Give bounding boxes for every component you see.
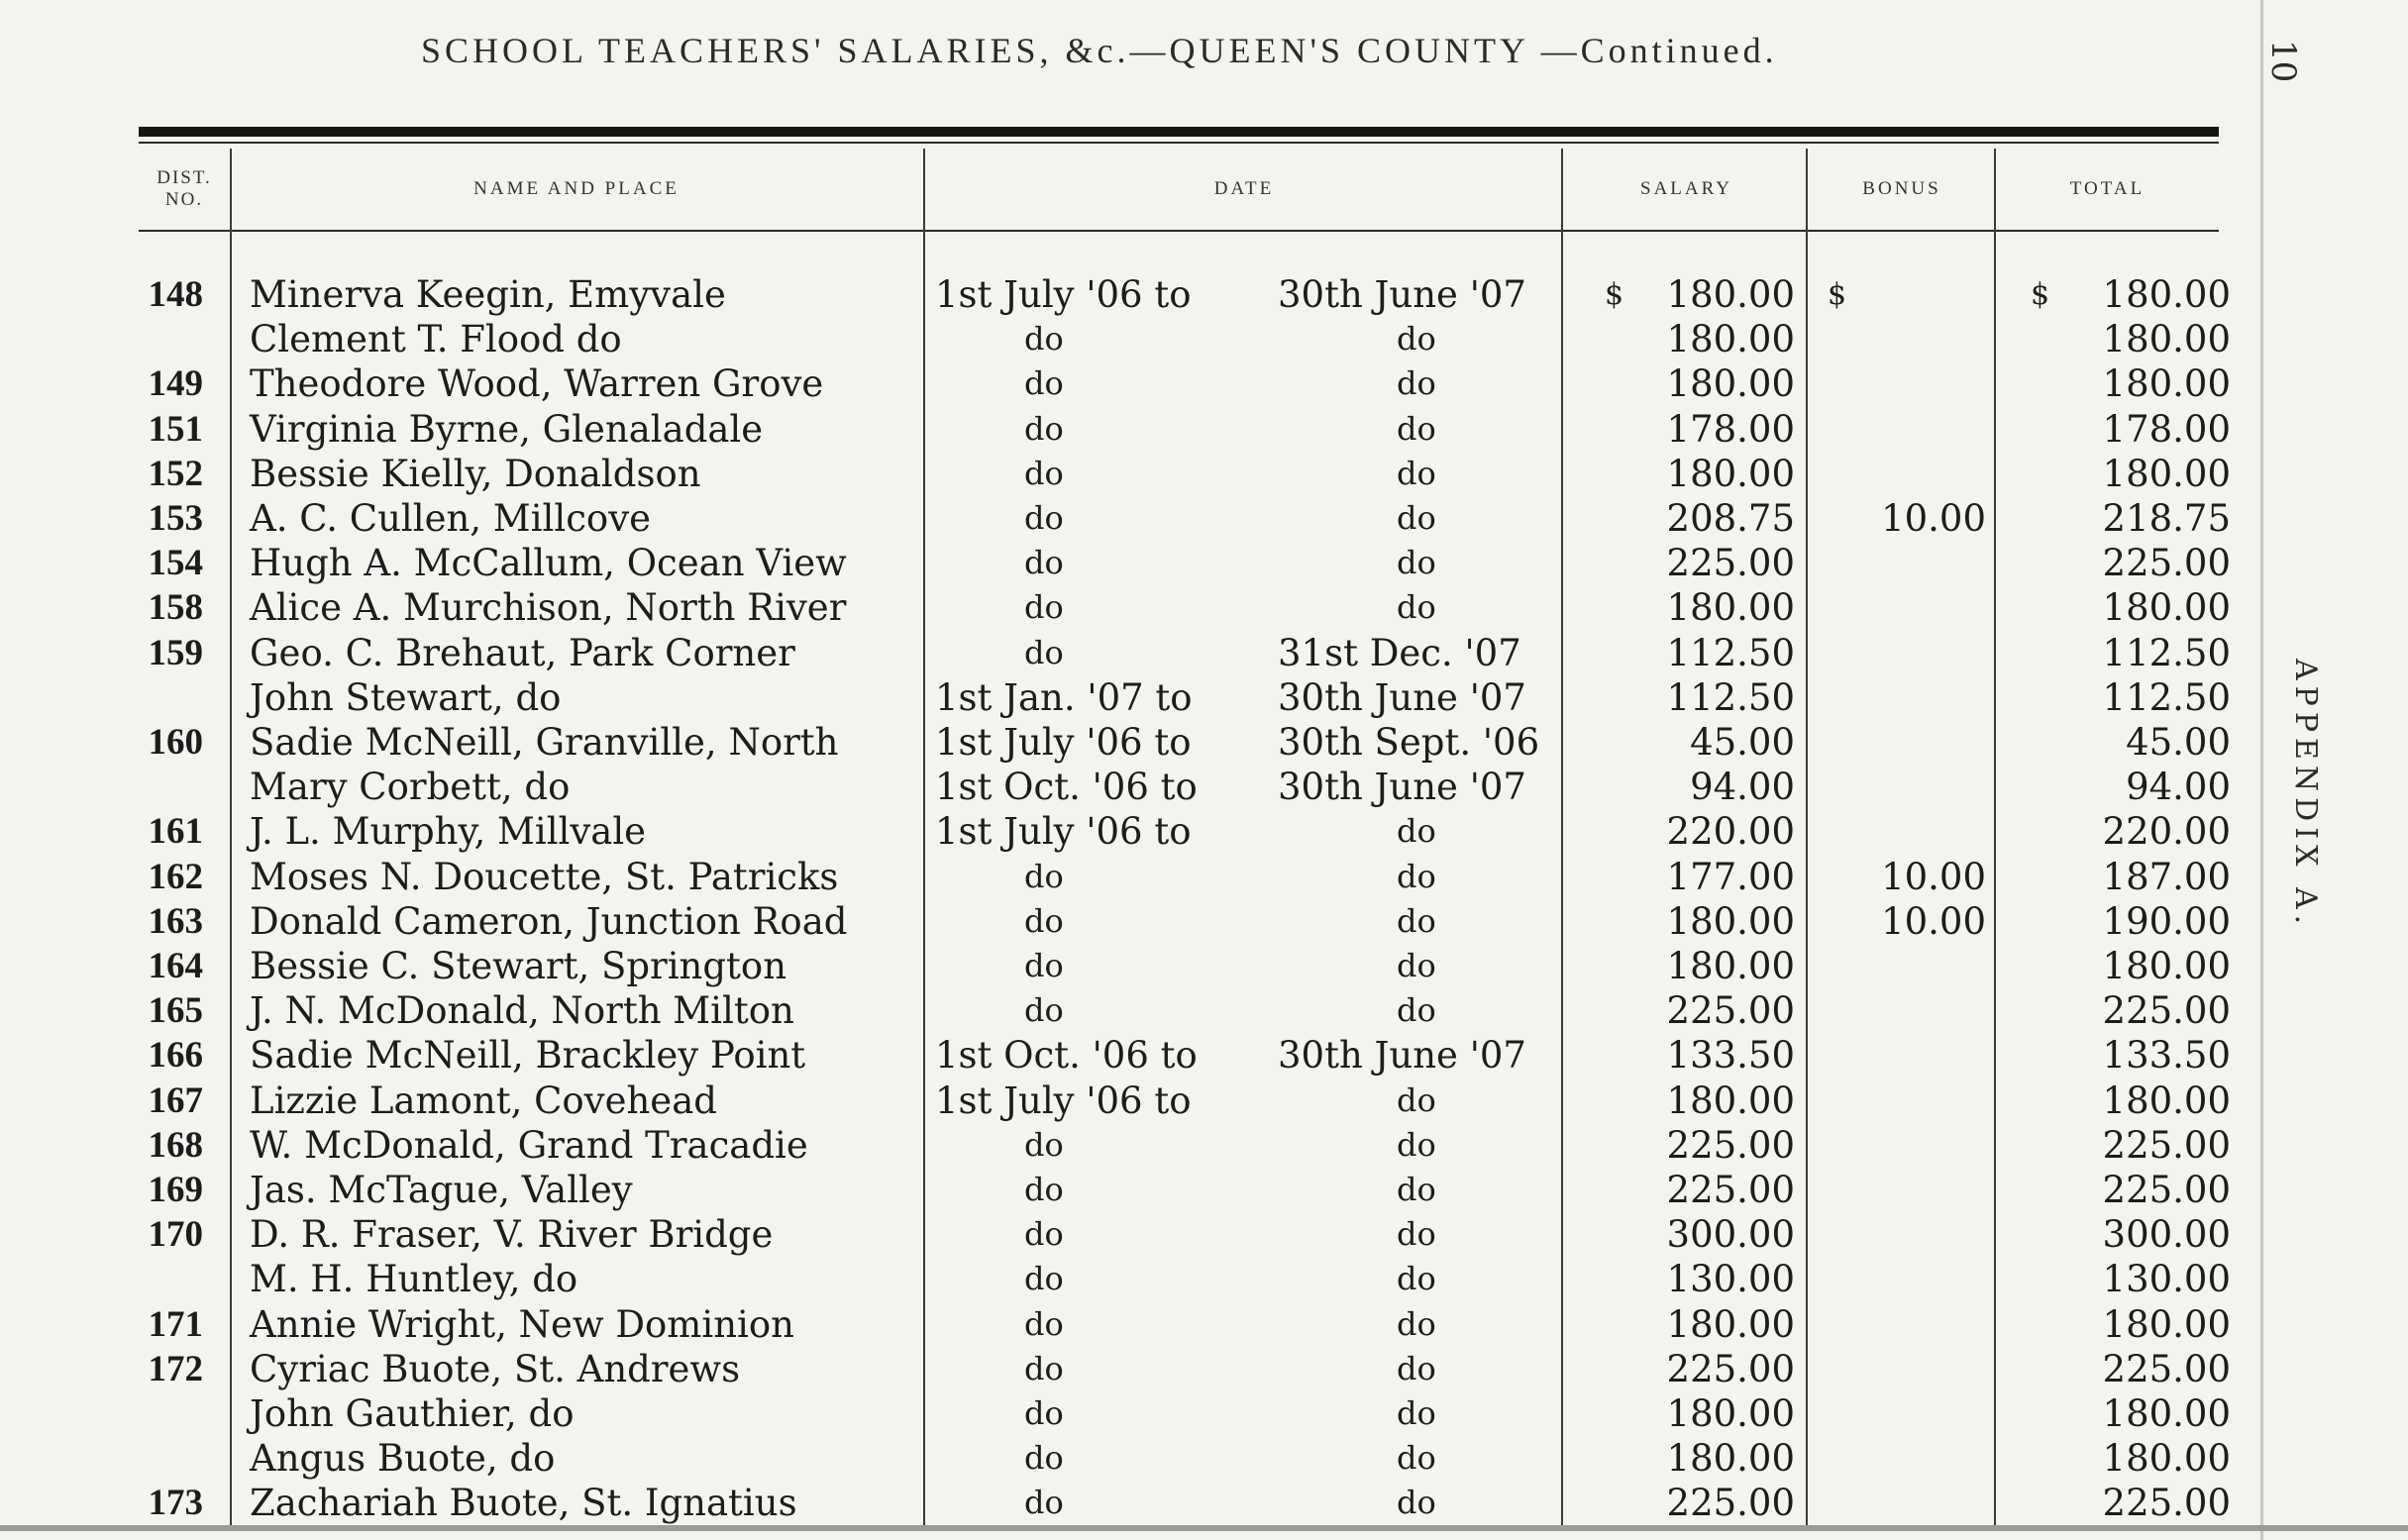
date-from: do bbox=[1024, 364, 1064, 402]
dist-number: 160 bbox=[148, 722, 203, 763]
date-to: do bbox=[1397, 1126, 1436, 1164]
table-row bbox=[0, 1481, 2278, 1525]
total-amount: 180.00 bbox=[2102, 453, 2231, 495]
date-from: do bbox=[1024, 1305, 1064, 1343]
salary-amount: 177.00 bbox=[1666, 856, 1795, 898]
table-row bbox=[0, 765, 2278, 809]
date-from: 1st July '06 to bbox=[935, 1079, 1192, 1122]
date-from: do bbox=[1024, 544, 1064, 581]
total-amount: 187.00 bbox=[2102, 856, 2231, 898]
teacher-name-place: W. McDonald, Grand Tracadie bbox=[250, 1124, 808, 1167]
table-row bbox=[0, 1257, 2278, 1301]
table-row bbox=[0, 272, 2278, 317]
salary-amount: 94.00 bbox=[1690, 766, 1795, 808]
salary-amount: 225.00 bbox=[1666, 1169, 1795, 1211]
total-amount: 180.00 bbox=[2102, 945, 2231, 987]
salary-amount: 180.00 bbox=[1666, 1303, 1795, 1346]
date-from: do bbox=[1024, 1484, 1064, 1521]
teacher-name-place: John Stewart, do bbox=[250, 676, 562, 719]
table-row bbox=[0, 855, 2278, 899]
date-from: do bbox=[1024, 320, 1064, 358]
date-from: do bbox=[1024, 1171, 1064, 1208]
appendix-label: APPENDIX A. bbox=[2288, 659, 2323, 931]
table-row bbox=[0, 407, 2278, 452]
date-to: 30th June '07 bbox=[1278, 676, 1526, 719]
total-amount: 225.00 bbox=[2102, 1124, 2231, 1167]
dist-number: 164 bbox=[148, 946, 203, 986]
salary-amount: 180.00 bbox=[1666, 1079, 1795, 1122]
date-to: do bbox=[1397, 1215, 1436, 1253]
date-to: do bbox=[1397, 1171, 1436, 1208]
page-number: 10 bbox=[2263, 40, 2303, 83]
dist-number: 173 bbox=[148, 1483, 203, 1523]
table-row bbox=[0, 585, 2278, 630]
dist-number: 161 bbox=[148, 811, 203, 852]
date-to: 30th Sept. '06 bbox=[1278, 721, 1540, 764]
teacher-name-place: Theodore Wood, Warren Grove bbox=[250, 362, 824, 405]
date-from: do bbox=[1024, 1215, 1064, 1253]
date-from: do bbox=[1024, 858, 1064, 895]
teacher-name-place: John Gauthier, do bbox=[250, 1392, 575, 1435]
dist-number: 149 bbox=[148, 363, 203, 404]
table-row bbox=[0, 317, 2278, 361]
date-to: do bbox=[1397, 902, 1436, 940]
date-from: 1st July '06 to bbox=[935, 273, 1192, 316]
dist-number: 158 bbox=[148, 587, 203, 628]
salary-amount: 45.00 bbox=[1690, 721, 1795, 764]
date-from: do bbox=[1024, 1350, 1064, 1387]
date-to: do bbox=[1397, 455, 1436, 492]
date-from: do bbox=[1024, 1260, 1064, 1297]
total-amount: 180.00 bbox=[2102, 1303, 2231, 1346]
date-to: 30th June '07 bbox=[1278, 1034, 1526, 1077]
date-to: do bbox=[1397, 947, 1436, 984]
teacher-name-place: Sadie McNeill, Brackley Point bbox=[250, 1034, 806, 1077]
date-to: do bbox=[1397, 1350, 1436, 1387]
date-from: do bbox=[1024, 588, 1064, 626]
total-amount: 130.00 bbox=[2102, 1258, 2231, 1300]
dist-number: 159 bbox=[148, 633, 203, 673]
salary-amount: 180.00 bbox=[1666, 1392, 1795, 1435]
teacher-name-place: Cyriac Buote, St. Andrews bbox=[250, 1348, 741, 1390]
total-amount: 225.00 bbox=[2102, 1169, 2231, 1211]
salary-amount: 112.50 bbox=[1666, 632, 1795, 674]
table-row bbox=[0, 1123, 2278, 1168]
date-to: do bbox=[1397, 1394, 1436, 1432]
total-amount: 225.00 bbox=[2102, 989, 2231, 1032]
total-amount: 112.50 bbox=[2102, 632, 2231, 674]
total-dollar-sign: $ bbox=[2031, 277, 2050, 312]
salary-amount: 300.00 bbox=[1666, 1213, 1795, 1256]
teacher-name-place: Mary Corbett, do bbox=[250, 766, 571, 808]
dist-number: 168 bbox=[148, 1125, 203, 1166]
table-row bbox=[0, 1168, 2278, 1212]
salary-amount: 178.00 bbox=[1666, 408, 1795, 451]
salary-amount: 225.00 bbox=[1666, 1348, 1795, 1390]
table-row bbox=[0, 1436, 2278, 1481]
total-amount: 300.00 bbox=[2102, 1213, 2231, 1256]
teacher-name-place: Alice A. Murchison, North River bbox=[250, 586, 847, 629]
salary-amount: 180.00 bbox=[1666, 273, 1795, 316]
total-amount: 133.50 bbox=[2102, 1034, 2231, 1077]
date-from: 1st July '06 to bbox=[935, 810, 1192, 853]
table-row bbox=[0, 988, 2278, 1033]
teacher-name-place: Jas. McTague, Valley bbox=[250, 1169, 633, 1211]
total-amount: 225.00 bbox=[2102, 1348, 2231, 1390]
total-amount: 218.75 bbox=[2102, 497, 2231, 540]
teacher-name-place: D. R. Fraser, V. River Bridge bbox=[250, 1213, 774, 1256]
total-amount: 225.00 bbox=[2102, 542, 2231, 584]
column-header-dist: DIST. NO. bbox=[157, 167, 212, 210]
table-row bbox=[0, 675, 2278, 720]
date-from: do bbox=[1024, 1126, 1064, 1164]
teacher-name-place: Geo. C. Brehaut, Park Corner bbox=[250, 632, 795, 674]
table-row bbox=[0, 1391, 2278, 1436]
salary-amount: 180.00 bbox=[1666, 900, 1795, 943]
date-to: do bbox=[1397, 991, 1436, 1029]
teacher-name-place: Clement T. Flood do bbox=[250, 318, 622, 360]
teacher-name-place: Donald Cameron, Junction Road bbox=[250, 900, 848, 943]
teacher-name-place: M. H. Huntley, do bbox=[250, 1258, 578, 1300]
table-top-thin-rule bbox=[139, 142, 2219, 144]
dist-number: 167 bbox=[148, 1080, 203, 1121]
date-to: do bbox=[1397, 1081, 1436, 1119]
teacher-name-place: Zachariah Buote, St. Ignatius bbox=[250, 1482, 797, 1524]
date-to: do bbox=[1397, 1439, 1436, 1477]
page-title: SCHOOL TEACHERS' SALARIES, &c.—QUEEN'S COUNTY —Continued. bbox=[421, 31, 1778, 70]
salary-amount: 180.00 bbox=[1666, 453, 1795, 495]
teacher-name-place: Lizzie Lamont, Covehead bbox=[250, 1079, 717, 1122]
teacher-name-place: J. N. McDonald, North Milton bbox=[250, 989, 794, 1032]
total-amount: 180.00 bbox=[2102, 273, 2231, 316]
date-to: do bbox=[1397, 588, 1436, 626]
salary-amount: 180.00 bbox=[1666, 945, 1795, 987]
salary-dollar-sign: $ bbox=[1605, 277, 1624, 312]
column-header-salary: SALARY bbox=[1640, 178, 1732, 199]
teacher-name-place: Sadie McNeill, Granville, North bbox=[250, 721, 839, 764]
date-from: 1st Oct. '06 to bbox=[935, 1034, 1198, 1077]
date-from: do bbox=[1024, 1394, 1064, 1432]
column-header-name: NAME AND PLACE bbox=[473, 178, 680, 199]
date-from: do bbox=[1024, 455, 1064, 492]
salary-amount: 208.75 bbox=[1666, 497, 1795, 540]
column-header-bonus: BONUS bbox=[1862, 178, 1941, 199]
date-from: do bbox=[1024, 410, 1064, 448]
date-from: 1st Jan. '07 to bbox=[935, 676, 1193, 719]
table-row bbox=[0, 899, 2278, 944]
table-row bbox=[0, 809, 2278, 854]
dist-number: 170 bbox=[148, 1214, 203, 1255]
date-from: 1st July '06 to bbox=[935, 721, 1192, 764]
total-amount: 220.00 bbox=[2102, 810, 2231, 853]
total-amount: 180.00 bbox=[2102, 586, 2231, 629]
dist-number: 162 bbox=[148, 857, 203, 897]
dist-number: 153 bbox=[148, 498, 203, 539]
salary-amount: 225.00 bbox=[1666, 1124, 1795, 1167]
total-amount: 178.00 bbox=[2102, 408, 2231, 451]
salary-amount: 180.00 bbox=[1666, 362, 1795, 405]
salary-amount: 180.00 bbox=[1666, 1437, 1795, 1480]
teacher-name-place: Annie Wright, New Dominion bbox=[250, 1303, 794, 1346]
dist-number: 166 bbox=[148, 1035, 203, 1076]
table-row bbox=[0, 496, 2278, 541]
date-to: do bbox=[1397, 1260, 1436, 1297]
dist-number: 154 bbox=[148, 543, 203, 583]
salary-amount: 225.00 bbox=[1666, 542, 1795, 584]
total-amount: 112.50 bbox=[2102, 676, 2231, 719]
date-from: do bbox=[1024, 634, 1064, 671]
date-to: do bbox=[1397, 1484, 1436, 1521]
date-to: 30th June '07 bbox=[1278, 273, 1526, 316]
table-row bbox=[0, 361, 2278, 406]
total-amount: 45.00 bbox=[2126, 721, 2231, 764]
bonus-dollar-sign: $ bbox=[1828, 277, 1847, 312]
table-row bbox=[0, 1302, 2278, 1347]
date-to: do bbox=[1397, 364, 1436, 402]
date-to: do bbox=[1397, 544, 1436, 581]
teacher-name-place: Virginia Byrne, Glenaladale bbox=[250, 408, 764, 451]
salary-amount: 112.50 bbox=[1666, 676, 1795, 719]
table-row bbox=[0, 541, 2278, 585]
salary-amount: 220.00 bbox=[1666, 810, 1795, 853]
date-from: do bbox=[1024, 499, 1064, 537]
page-bottom-edge bbox=[0, 1525, 2408, 1531]
date-to: 31st Dec. '07 bbox=[1278, 632, 1521, 674]
date-from: 1st Oct. '06 to bbox=[935, 766, 1198, 808]
total-amount: 180.00 bbox=[2102, 1392, 2231, 1435]
teacher-name-place: Bessie Kielly, Donaldson bbox=[250, 453, 701, 495]
bonus-amount: 10.00 bbox=[1881, 856, 1986, 898]
date-to: do bbox=[1397, 858, 1436, 895]
total-amount: 94.00 bbox=[2126, 766, 2231, 808]
date-to: do bbox=[1397, 812, 1436, 850]
teacher-name-place: Minerva Keegin, Emyvale bbox=[250, 273, 726, 316]
table-row bbox=[0, 720, 2278, 765]
date-to: do bbox=[1397, 320, 1436, 358]
teacher-name-place: A. C. Cullen, Millcove bbox=[250, 497, 651, 540]
dist-number: 172 bbox=[148, 1349, 203, 1389]
teacher-name-place: Bessie C. Stewart, Springton bbox=[250, 945, 787, 987]
date-from: do bbox=[1024, 1439, 1064, 1477]
salary-amount: 180.00 bbox=[1666, 586, 1795, 629]
date-to: 30th June '07 bbox=[1278, 766, 1526, 808]
table-row bbox=[0, 1347, 2278, 1391]
dist-number: 148 bbox=[148, 274, 203, 315]
total-amount: 180.00 bbox=[2102, 1437, 2231, 1480]
salary-amount: 225.00 bbox=[1666, 1482, 1795, 1524]
table-row bbox=[0, 1212, 2278, 1257]
table-row bbox=[0, 1033, 2278, 1078]
date-to: do bbox=[1397, 410, 1436, 448]
teacher-name-place: Hugh A. McCallum, Ocean View bbox=[250, 542, 847, 584]
dist-number: 152 bbox=[148, 454, 203, 494]
total-amount: 180.00 bbox=[2102, 1079, 2231, 1122]
date-to: do bbox=[1397, 1305, 1436, 1343]
column-header-total: TOTAL bbox=[2069, 178, 2146, 199]
teacher-name-place: Moses N. Doucette, St. Patricks bbox=[250, 856, 839, 898]
bonus-amount: 10.00 bbox=[1881, 900, 1986, 943]
table-row bbox=[0, 452, 2278, 496]
dist-number: 169 bbox=[148, 1170, 203, 1210]
teacher-name-place: Angus Buote, do bbox=[250, 1437, 556, 1480]
dist-number: 171 bbox=[148, 1304, 203, 1345]
salary-amount: 225.00 bbox=[1666, 989, 1795, 1032]
column-header-date: DATE bbox=[1213, 178, 1275, 199]
salary-amount: 180.00 bbox=[1666, 318, 1795, 360]
salary-amount: 130.00 bbox=[1666, 1258, 1795, 1300]
total-amount: 225.00 bbox=[2102, 1482, 2231, 1524]
table-row bbox=[0, 631, 2278, 675]
bonus-amount: 10.00 bbox=[1881, 497, 1986, 540]
header-rule bbox=[139, 230, 2219, 232]
total-amount: 180.00 bbox=[2102, 362, 2231, 405]
dist-number: 151 bbox=[148, 409, 203, 450]
salary-amount: 133.50 bbox=[1666, 1034, 1795, 1077]
date-from: do bbox=[1024, 902, 1064, 940]
dist-number: 165 bbox=[148, 990, 203, 1031]
dist-number: 163 bbox=[148, 901, 203, 942]
table-top-rule bbox=[139, 127, 2219, 137]
total-amount: 190.00 bbox=[2102, 900, 2231, 943]
date-from: do bbox=[1024, 991, 1064, 1029]
date-from: do bbox=[1024, 947, 1064, 984]
total-amount: 180.00 bbox=[2102, 318, 2231, 360]
table-row bbox=[0, 944, 2278, 988]
teacher-name-place: J. L. Murphy, Millvale bbox=[250, 810, 647, 853]
table-row bbox=[0, 1078, 2278, 1123]
date-to: do bbox=[1397, 499, 1436, 537]
